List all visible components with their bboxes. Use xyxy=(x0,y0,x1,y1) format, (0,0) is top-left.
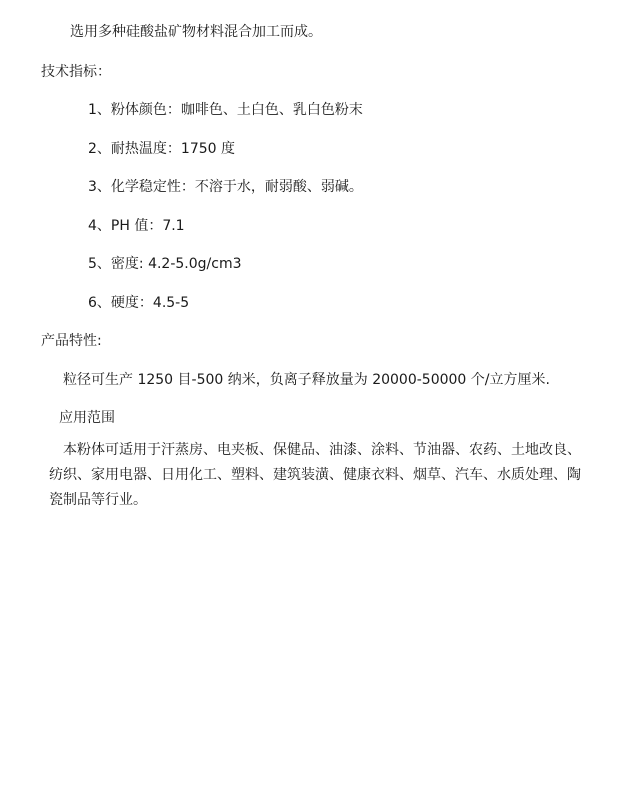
spec-item: 2、耐热温度：1750 度 xyxy=(88,141,235,157)
features-heading: 产品特性: xyxy=(41,333,102,349)
spec-item: 6、硬度：4.5-5 xyxy=(88,295,190,311)
application-paragraph: 本粉体可适用于汗蒸房、电夹板、保健品、油漆、涂料、节油器、农药、土地改良、纺织、家用电器、日用化工、塑料、建筑装潢、健康衣料、烟草、汽车、水质处理、陶瓷制品等行业。 xyxy=(49,442,581,508)
spec-item: 3、化学稳定性：不溶于水，耐弱酸、弱碱。 xyxy=(88,179,363,195)
application-heading: 应用范围 xyxy=(59,410,115,426)
tech-specs-heading: 技术指标： xyxy=(41,64,111,80)
spec-item: 4、PH 值：7.1 xyxy=(88,218,185,234)
features-paragraph: 粒径可生产 1250 目-500 纳米，负离子释放量为 20000-50000 个/立方厘米. xyxy=(63,372,550,388)
intro-paragraph: 选用多种硅酸盐矿物材料混合加工而成。 xyxy=(70,24,322,40)
spec-item: 5、密度: 4.2-5.0g/cm3 xyxy=(88,256,242,272)
spec-item: 1、粉体颜色：咖啡色、土白色、乳白色粉末 xyxy=(88,102,363,118)
